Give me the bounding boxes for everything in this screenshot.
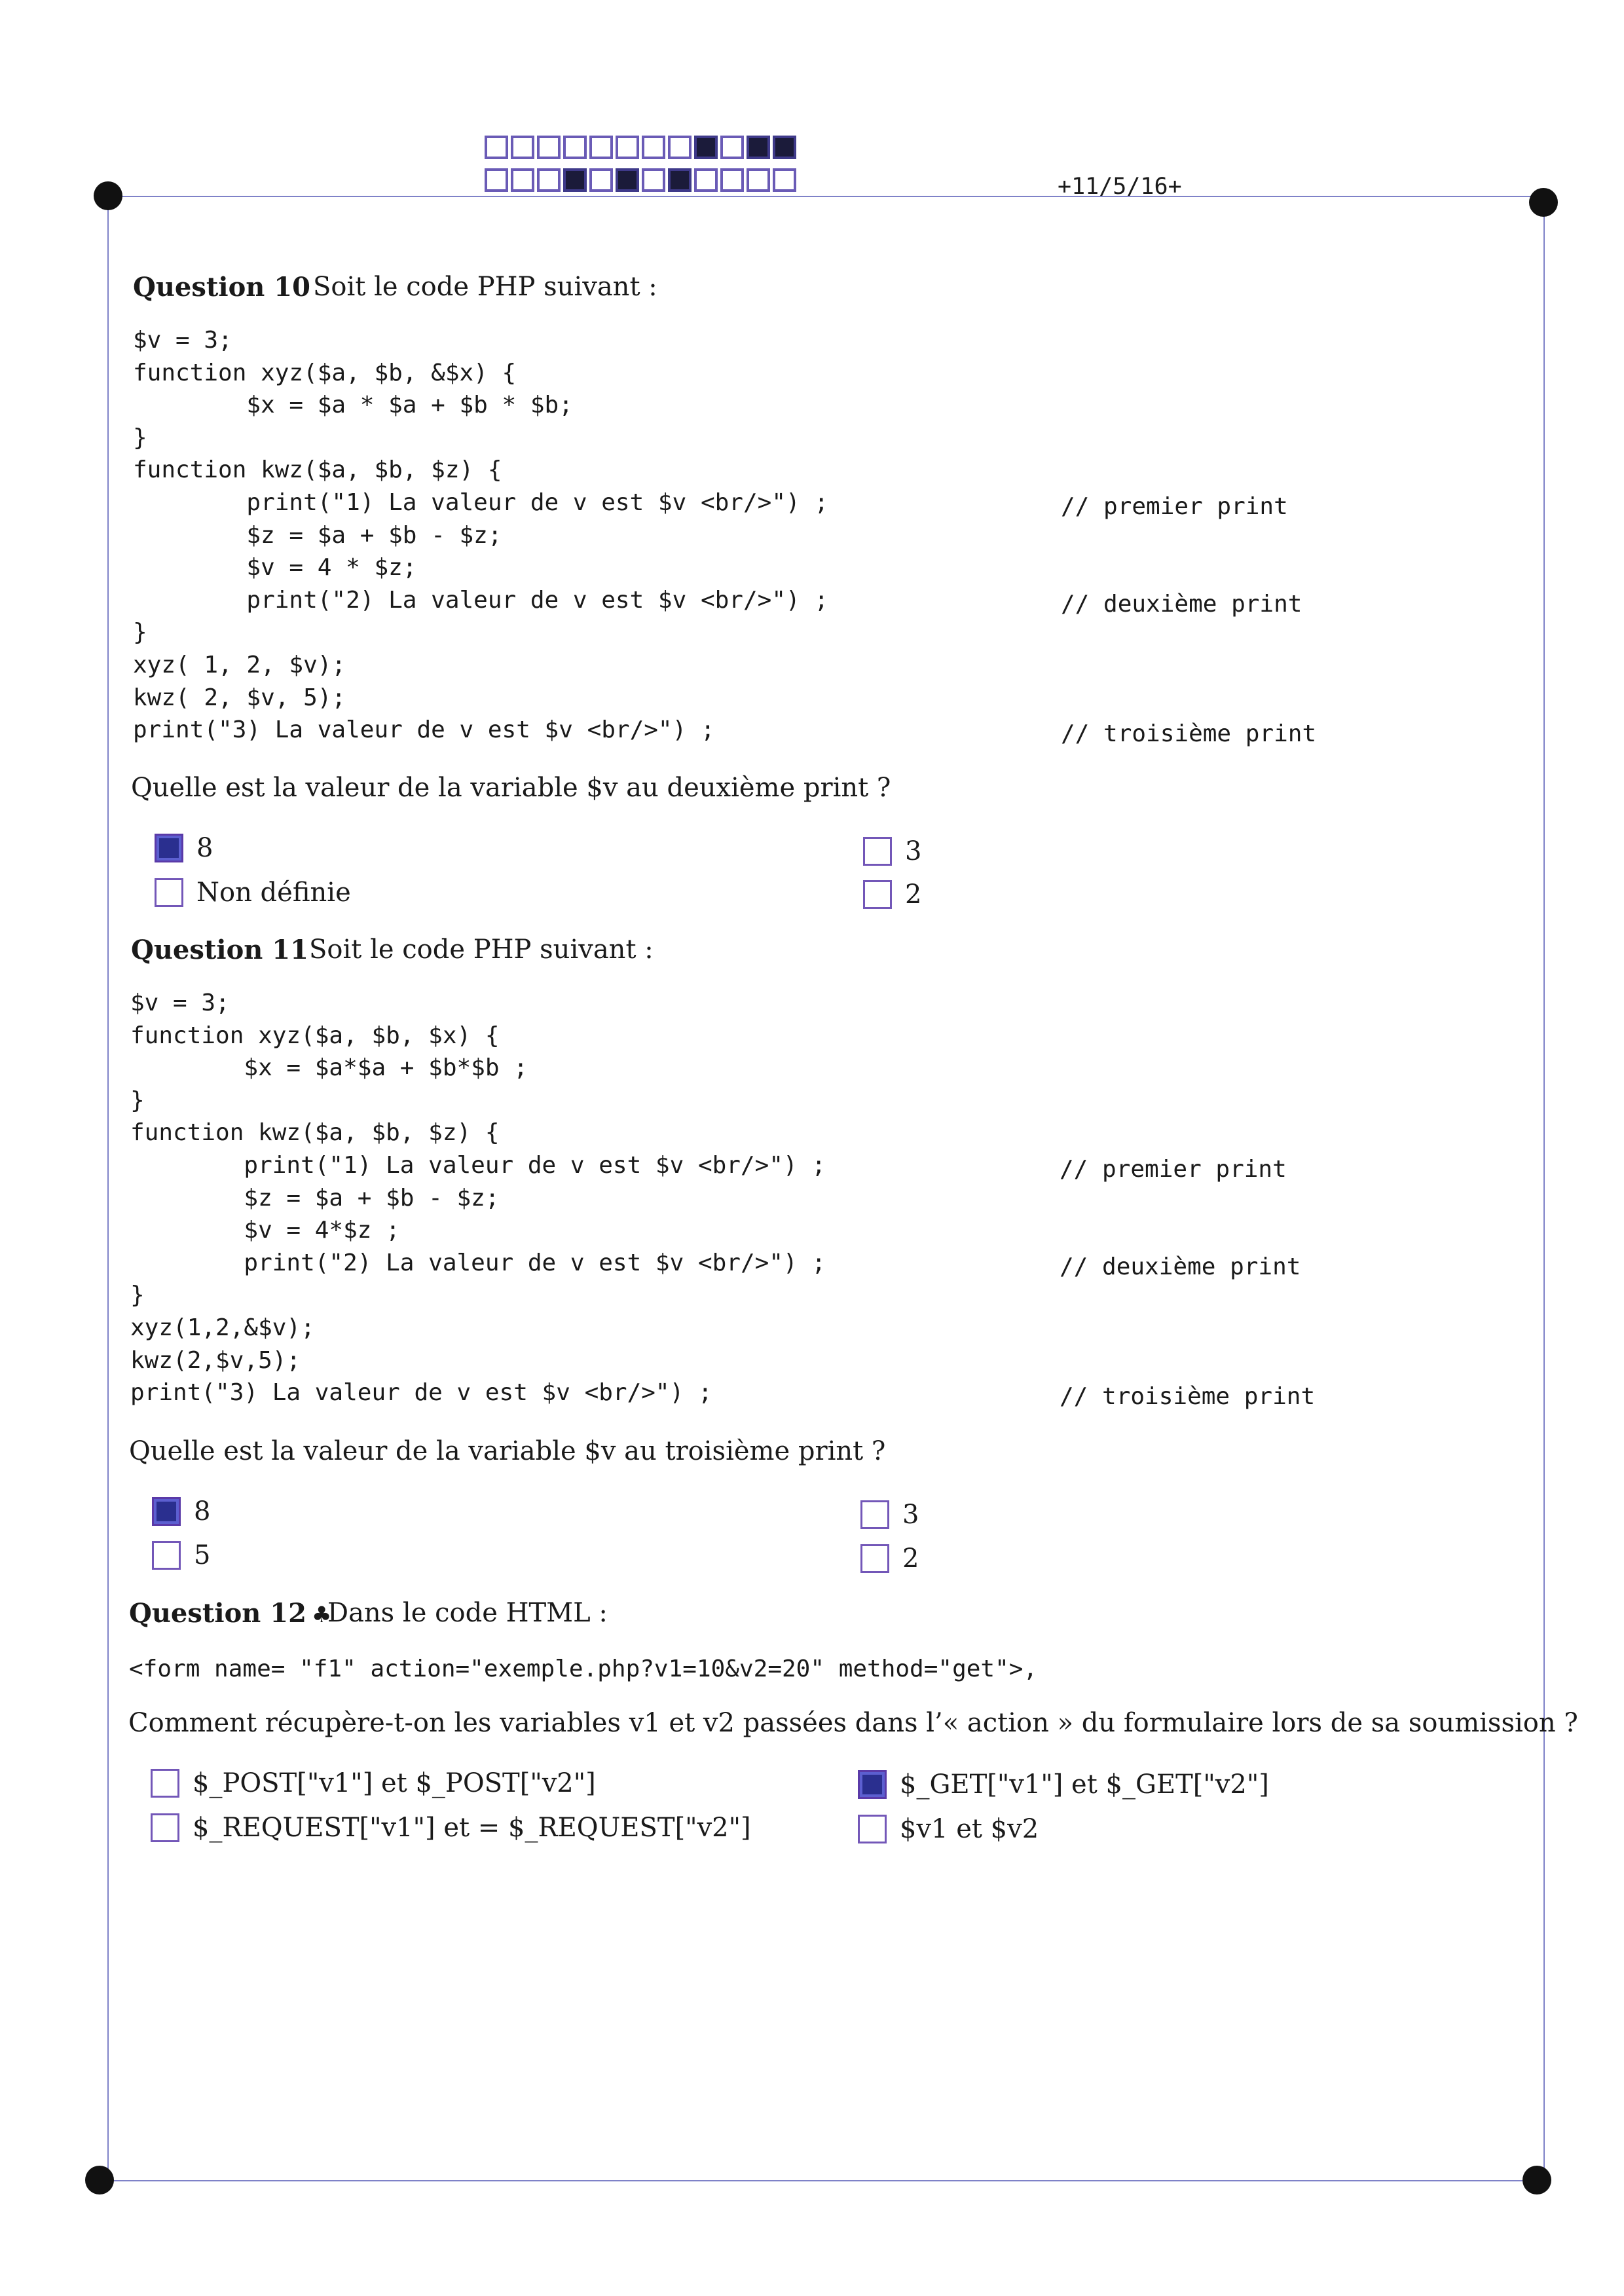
question-12-code-line: <form name= "f1" action="exemple.php?v1=10&v2=20" method="get">, [129, 1656, 1038, 1682]
checkbox[interactable] [860, 1500, 889, 1529]
code-bit [694, 168, 718, 192]
question-11-prompt: Quelle est la valeur de la variable $v au troisième print ? [129, 1436, 886, 1466]
checkbox[interactable] [151, 1769, 179, 1798]
question-10-choice-8[interactable] [155, 833, 213, 863]
question-number: Question 12 [129, 1598, 306, 1629]
code-bit [747, 168, 770, 192]
choice-label: Non définie [196, 878, 351, 908]
corner-mark-top-left [94, 181, 122, 210]
code-bit [485, 136, 508, 159]
question-12-choice-vars[interactable] [858, 1814, 1039, 1844]
question-10-label [133, 272, 310, 303]
question-10-comment-2: // deuxième print [1061, 591, 1302, 618]
code-bit [563, 168, 587, 192]
corner-mark-bottom-right [1522, 2166, 1551, 2194]
question-10-prompt: Quelle est la valeur de la variable $v au deuxième print ? [131, 773, 891, 803]
question-11-intro: Soit le code PHP suivant : [309, 935, 654, 965]
code-bit [773, 168, 796, 192]
question-12-label [129, 1598, 331, 1629]
code-bit [589, 168, 613, 192]
code-bit [616, 136, 639, 159]
code-bit [668, 168, 692, 192]
choice-label: 3 [905, 836, 922, 866]
question-number: Question 10 [133, 272, 310, 303]
question-11-comment-3: // troisième print [1060, 1383, 1316, 1410]
page-code: +11/5/16+ [1058, 174, 1182, 200]
question-10-choice-2[interactable] [863, 880, 921, 910]
question-number: Question 11 [131, 935, 308, 965]
checkbox[interactable] [860, 1544, 889, 1573]
code-bit [642, 168, 665, 192]
question-11-comment-1: // premier print [1060, 1156, 1287, 1183]
corner-mark-bottom-left [85, 2166, 114, 2194]
frame-bottom-line [100, 2180, 1537, 2181]
question-12-choice-request[interactable] [151, 1813, 751, 1843]
question-11-code: $v = 3; function xyz($a, $b, $x) { $x = $a*$a + $b*$b ; } function kwz($a, $b, $z) { print("1) La valeur de v est $v <br/>") ; $z = $a + $b - $z; $v = 4*$z ; print("2) La valeur de v est $v <br/>") ; } xyz(1,2,&$v); kwz(2,$v,5); print("3) La valeur de v est $v <br/>") ; [130, 990, 826, 1407]
choice-label: 3 [902, 1500, 919, 1530]
choice-label: 8 [194, 1496, 211, 1527]
checkbox[interactable] [155, 834, 183, 862]
code-bit [773, 136, 796, 159]
checkbox[interactable] [858, 1815, 887, 1843]
choice-label: 2 [905, 880, 922, 910]
checkbox[interactable] [152, 1497, 181, 1526]
choice-label: $_GET["v1"] et $_GET["v2"] [900, 1769, 1269, 1800]
checkbox[interactable] [863, 837, 892, 866]
checkbox[interactable] [858, 1770, 887, 1799]
checkbox[interactable] [863, 880, 892, 909]
code-bit [537, 136, 561, 159]
question-10-comment-1: // premier print [1061, 493, 1288, 520]
code-bit [720, 168, 744, 192]
choice-label: $v1 et $v2 [900, 1814, 1039, 1844]
code-bit [485, 168, 508, 192]
question-10-choice-3[interactable] [863, 836, 921, 866]
question-11-choice-2[interactable] [860, 1544, 919, 1574]
code-bit [642, 136, 665, 159]
club-icon: ♣ [311, 1602, 332, 1628]
choice-label: 8 [196, 833, 213, 863]
code-bit [537, 168, 561, 192]
question-11-label [131, 935, 308, 965]
choice-label: 2 [902, 1544, 919, 1574]
checkbox[interactable] [152, 1541, 181, 1570]
question-11-choice-5[interactable] [152, 1540, 210, 1570]
frame-top-line [108, 196, 1545, 197]
checkbox[interactable] [155, 878, 183, 907]
code-bit [563, 136, 587, 159]
choice-label: $_POST["v1"] et $_POST["v2"] [193, 1768, 596, 1798]
code-bit [511, 136, 534, 159]
question-12-prompt: Comment récupère-t-on les variables v1 et v2 passées dans l’« action » du formulaire lors de sa soumission ? [128, 1708, 1578, 1738]
code-bit [694, 136, 718, 159]
code-bit [668, 136, 692, 159]
choice-label: 5 [194, 1540, 211, 1570]
question-12-choice-post[interactable] [151, 1768, 596, 1798]
question-10-choice-non-definie[interactable] [155, 878, 351, 908]
code-bit [511, 168, 534, 192]
question-10-code: $v = 3; function xyz($a, $b, &$x) { $x = $a * $a + $b * $b; } function kwz($a, $b, $z) { print("1) La valeur de v est $v <br/>") ; $z = $a + $b - $z; $v = 4 * $z; print("2) La valeur de v est $v <br/>") ; } xyz( 1, 2, $v); kwz( 2, $v, 5); print("3) La valeur de v est $v <br/>") ; [133, 327, 829, 744]
question-11-comment-2: // deuxième print [1060, 1253, 1301, 1280]
binary-code-row-2 [485, 168, 799, 192]
question-11-choice-8[interactable] [152, 1496, 210, 1527]
code-bit [747, 136, 770, 159]
code-bit [589, 136, 613, 159]
binary-code-row-1 [485, 136, 799, 159]
code-bit [720, 136, 744, 159]
question-12-intro: Dans le code HTML : [327, 1598, 608, 1628]
frame-left-line [107, 196, 109, 2181]
choice-label: $_REQUEST["v1"] et = $_REQUEST["v2"] [193, 1813, 751, 1843]
question-10-comment-3: // troisième print [1061, 720, 1317, 747]
question-12-choice-get[interactable] [858, 1769, 1269, 1800]
code-bit [616, 168, 639, 192]
question-11-choice-3[interactable] [860, 1500, 919, 1530]
checkbox[interactable] [151, 1813, 179, 1842]
question-10-intro: Soit le code PHP suivant : [313, 272, 657, 302]
corner-mark-top-right [1529, 188, 1558, 217]
frame-right-line [1543, 196, 1545, 2181]
